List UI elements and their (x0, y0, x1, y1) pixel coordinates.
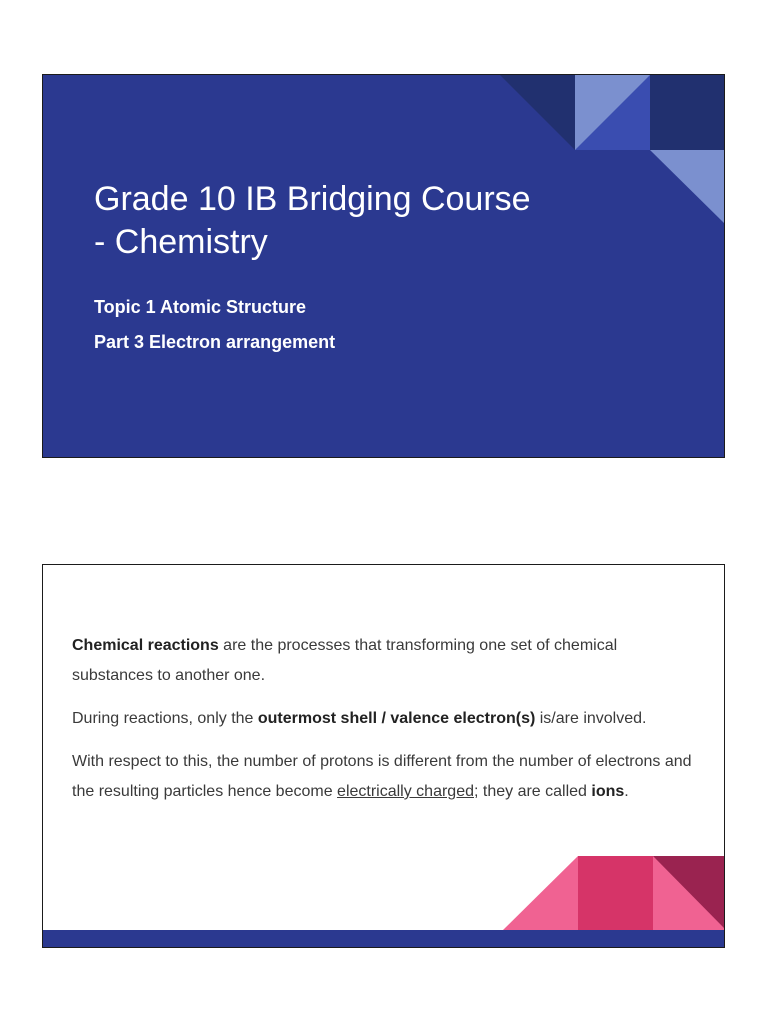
deco-light-triangle (650, 150, 725, 225)
paragraph-2-pre: During reactions, only the (72, 710, 258, 727)
pink-mid-square (578, 856, 653, 930)
bottom-bar (43, 930, 725, 948)
slide-title (94, 178, 614, 264)
term-valence-electrons: outermost shell / valence electron(s) (257, 710, 536, 727)
term-electrically-charged: electrically charged (337, 783, 474, 800)
paragraph-3-pre: With respect to this, the number of protons is different from the number of electrons and the resulting particles hence become (72, 753, 692, 800)
paragraph-1-text: are the processes that transforming one set of chemical substances to another one. (72, 637, 618, 684)
part-subtitle: Part 3 Electron arrangement (94, 332, 336, 352)
title-line-2: - Chemistry (94, 223, 268, 261)
content-slide (42, 564, 725, 948)
deco-dark-square (650, 75, 725, 150)
pink-light-triangle (503, 856, 578, 930)
pink-decoration (43, 565, 725, 948)
title-line-1: Grade 10 IB Bridging Course (94, 180, 531, 218)
paragraph-2-post: is/are involved. (535, 710, 647, 727)
term-chemical-reactions: Chemical reactions (72, 637, 219, 654)
corner-decoration (43, 75, 725, 458)
paragraph-3-mid: ; they are called (474, 783, 592, 800)
paragraph-3-post: . (624, 783, 629, 800)
topic-subtitle: Topic 1 Atomic Structure (94, 297, 307, 317)
deco-dark-triangle (500, 75, 575, 150)
title-slide (42, 74, 725, 458)
term-ions: ions (591, 783, 625, 800)
